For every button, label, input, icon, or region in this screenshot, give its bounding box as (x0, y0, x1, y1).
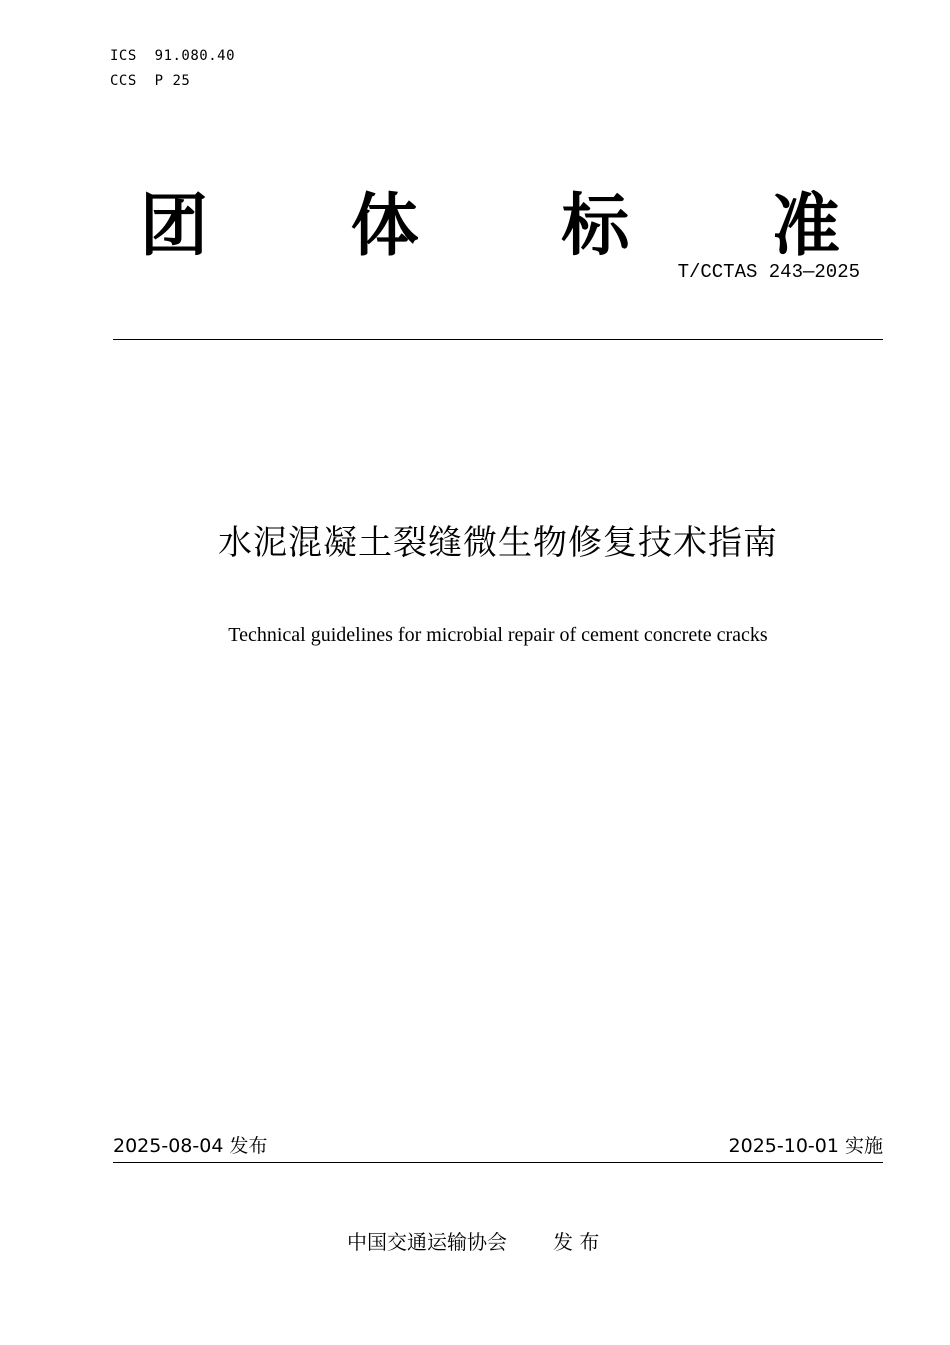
implementation-date: 2025-10-01 实施 (728, 1135, 883, 1157)
issue-date: 2025-08-04 发布 (113, 1135, 268, 1157)
bottom-divider (113, 1162, 883, 1163)
standard-number: T/CCTAS 243—2025 (677, 261, 860, 283)
standard-type-char: 团 (140, 187, 209, 266)
publisher-action: 发 布 (553, 1230, 600, 1254)
standard-type-heading (140, 188, 840, 266)
standard-type-char: 准 (771, 187, 840, 266)
standard-type-char: 标 (561, 187, 630, 266)
document-title-chinese: 水泥混凝土裂缝微生物修复技术指南 (218, 523, 778, 563)
standard-type-char: 体 (350, 187, 419, 266)
publisher-line (347, 1228, 599, 1256)
publisher-name: 中国交通运输协会 (347, 1230, 507, 1254)
ics-code: ICS 91.080.40 (110, 48, 236, 64)
document-title-english: Technical guidelines for microbial repair of cement concrete cracks (228, 624, 768, 646)
top-divider (113, 339, 883, 340)
ccs-code: CCS P 25 (110, 73, 191, 89)
